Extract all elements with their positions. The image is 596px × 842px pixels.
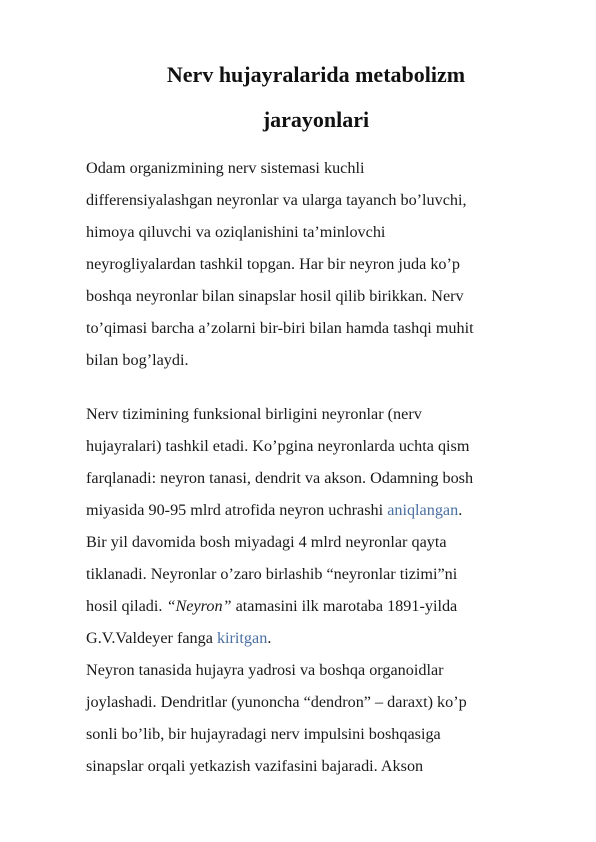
paragraph-1-line-4: neyrogliyalardan tashkil topgan. Har bir neyron juda ko’p xyxy=(86,255,461,273)
paragraph-3-line-2: joylashadi. Dendritlar (yunoncha “dendron” – daraxt) ko’p xyxy=(86,693,467,711)
paragraph-2-line-7-end: atamasini ilk marotaba 1891-yilda xyxy=(231,597,458,615)
paragraph-2-line-1: Nerv tizimining funksional birligini neyronlar (nerv xyxy=(86,405,422,423)
page-title-line-1: Nerv hujayralarida metabolizm xyxy=(166,62,466,87)
paragraph-1-line-1: Odam organizmining nerv sistemasi kuchli xyxy=(86,159,365,177)
paragraph-2-line-4-text: miyasida 90-95 mlrd atrofida neyron uchrashi xyxy=(86,501,388,519)
paragraph-2-line-7 xyxy=(86,596,457,616)
paragraph-2-line-4 xyxy=(86,500,462,520)
paragraph-2-line-6: tiklanadi. Neyronlar o’zaro birlashib “neyronlar tizimi”ni xyxy=(86,565,458,583)
paragraph-3-line-3: sonli bo’lib, bir hujayradagi nerv impulsini boshqasiga xyxy=(86,725,441,743)
paragraph-2-line-5: Bir yil davomida bosh miyadagi 4 mlrd neyronlar qayta xyxy=(86,533,447,551)
paragraph-3-line-4: sinapslar orqali yetkazish vazifasini bajaradi. Akson xyxy=(86,757,424,775)
paragraph-2-line-8 xyxy=(86,628,271,648)
page-title-line-2: jarayonlari xyxy=(262,107,370,132)
paragraph-3-line-1: Neyron tanasida hujayra yadrosi va boshqa organoidlar xyxy=(86,661,444,679)
paragraph-2-line-2: hujayralari) tashkil etadi. Ko’pgina neyronlarda uchta qism xyxy=(86,437,470,455)
paragraph-2-line-3: farqlanadi: neyron tanasi, dendrit va akson. Odamning bosh xyxy=(86,469,474,487)
paragraph-2-line-8-text: G.V.Valdeyer fanga xyxy=(86,629,217,647)
kiritgan-link[interactable]: kiritgan xyxy=(216,629,268,647)
paragraph-2-line-7-text: hosil qiladi. xyxy=(86,597,167,615)
aniqlangan-link[interactable]: aniqlangan xyxy=(387,501,459,519)
paragraph-1-line-5: boshqa neyronlar bilan sinapslar hosil qilib birikkan. Nerv xyxy=(86,287,464,305)
paragraph-1-line-3: himoya qiluvchi va oziqlanishini ta’minlovchi xyxy=(86,223,386,241)
paragraph-1-line-6: to’qimasi barcha a’zolarni bir-biri bilan hamda tashqi muhit xyxy=(86,319,474,337)
paragraph-2-line-8-end: . xyxy=(267,629,272,647)
paragraph-1-line-2: differensiyalashgan neyronlar va ularga tayanch bo’luvchi, xyxy=(86,191,467,209)
paragraph-1-line-7: bilan bog’laydi. xyxy=(86,351,189,369)
neyron-term-italic: “Neyron” xyxy=(166,597,232,615)
paragraph-2-line-4-end: . xyxy=(458,501,463,519)
